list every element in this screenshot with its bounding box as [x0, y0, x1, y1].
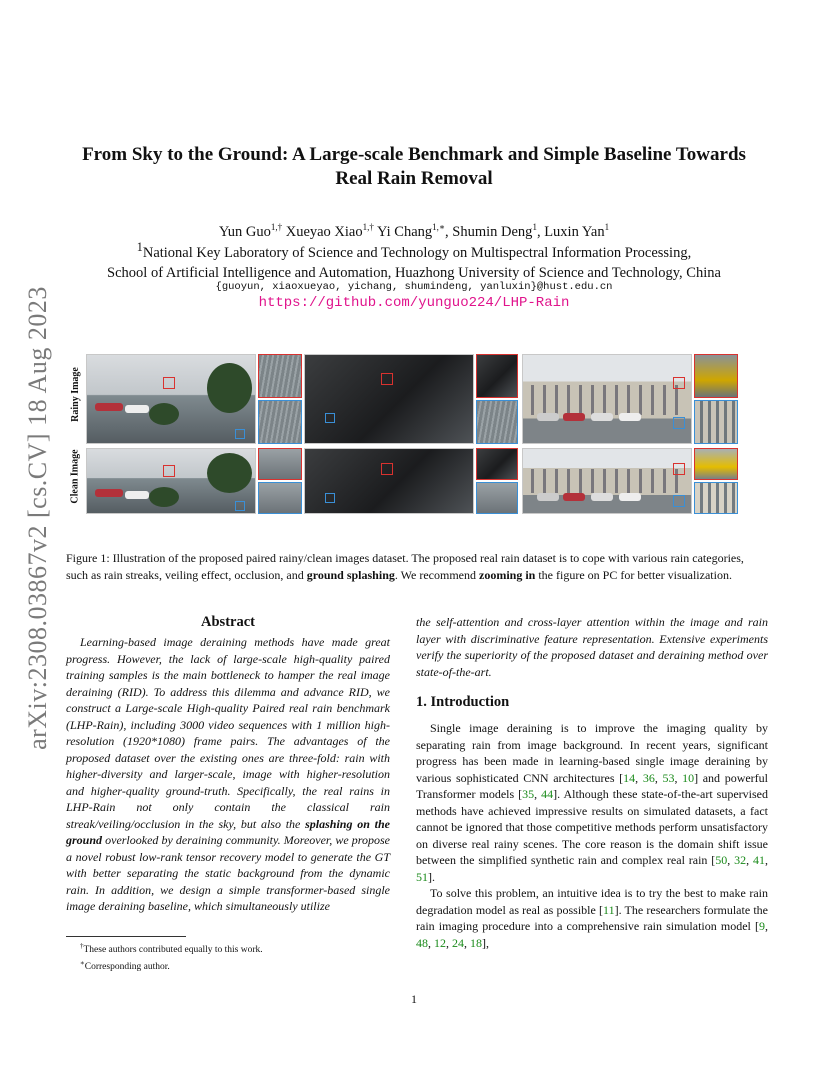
citation-link[interactable]: 48: [416, 935, 428, 950]
author-mark: 1,†: [270, 222, 283, 232]
citation-link[interactable]: 35: [522, 787, 535, 801]
citation-link[interactable]: 41: [753, 853, 766, 867]
rainy-scene-2: [304, 354, 474, 444]
author-emails: {guoyun, xiaoxueyao, yichang, shumindeng, yanluxin}@hust.edu.cn: [215, 281, 613, 293]
rainy-zoom-blue-2: [476, 400, 518, 444]
citation-link[interactable]: 50: [715, 853, 728, 867]
row-label-clean: Clean Image: [69, 448, 81, 504]
clean-zoom-blue-1: [258, 482, 302, 514]
title-line-2: Real Rain Removal: [335, 168, 493, 189]
footnotes: [80, 940, 380, 973]
left-column: [66, 614, 390, 915]
author-name: Shumin Deng: [452, 223, 533, 240]
author-name: Yun Guo: [218, 223, 271, 240]
rainy-zoom-red-3: [694, 354, 738, 398]
citation-link[interactable]: 10: [682, 770, 695, 785]
affiliation-line-2: School of Artificial Intelligence and Automation, Huazhong University of Science and Technology, China: [107, 264, 721, 281]
clean-zoom-red-2: [476, 448, 518, 480]
introduction-heading: 1. Introduction: [416, 694, 510, 710]
repo-link[interactable]: https://github.com/yunguo224/LHP-Rain: [258, 295, 570, 311]
affiliation-line-1: National Key Laboratory of Science and Technology on Multispectral Information Processing,: [142, 244, 692, 261]
author-mark: 1: [532, 222, 537, 232]
title-line-1: From Sky to the Ground: A Large-scale Benchmark and Simple Baseline Towards: [82, 144, 746, 165]
right-column: [416, 614, 768, 951]
rainy-zoom-blue-3: [694, 400, 738, 444]
author-name: Xueyao Xiao: [285, 223, 363, 240]
citation-link[interactable]: 44: [541, 787, 554, 801]
author-name: Luxin Yan: [544, 223, 605, 240]
author-mark: 1: [604, 222, 610, 232]
citation-link[interactable]: 18: [470, 935, 482, 950]
abstract-text: Learning-based image deraining methods have made great progress. However, the lack of large-scale high-quality paired training samples is the main bottleneck to hamper the real image deraining (RID). To address this dilemma and advance RID, we construct a Large-scale High-quality Paired real rain benchmark (LHP-Rain), including 3000 video sequences with 1 million high-resolution (1920*1080) frame pairs. The advantages of the proposed dataset over the existing ones are three-fold: rain with higher-diversity and larger-scale, image with higher-resolution and higher-quality ground-truth. Specifically, the real rains in LHP-Rain not only contain the classical rain streak/veiling/occlusion in the sky, but also the splashing on the ground overlooked by deraining community. Moreover, we propose a novel robust low-rank tensor recovery model to generate the GT with better separating the static background from the dynamic rain. In addition, we design a simple transformer-based single image deraining baseline, which simultaneously utilize: [66, 635, 390, 913]
row-label-rainy: Rainy Image: [69, 366, 81, 422]
arxiv-stamp-text: arXiv:2308.03867v2 [cs.CV] 18 Aug 2023: [23, 286, 53, 750]
page-number: 1: [411, 992, 417, 1006]
rainy-scene-3: [522, 354, 692, 444]
author-mark: 1,†: [362, 222, 374, 232]
abstract-continuation: the self-attention and cross-layer attention within the image and rain layer with discriminative feature representation. Extensive experiments verify the superiority of the proposed dataset and deraining method over state-of-the-art.: [416, 615, 768, 679]
paper-title: [60, 143, 768, 191]
intro-paragraph-2: To solve this problem, an intuitive idea is to try the best to make rain degradation model as real as possible [11]. The researchers formulate the rain imaging procedure into a comprehensive rain simulation model [9, 48, 12, 24, 18],: [416, 886, 768, 950]
citation-link[interactable]: 12: [434, 935, 446, 950]
affiliation-mark: 1: [136, 240, 143, 254]
author-mark: 1,∗: [432, 222, 446, 232]
clean-zoom-red-1: [258, 448, 302, 480]
clean-scene-3: [522, 448, 692, 514]
rainy-scene-1: [86, 354, 256, 444]
citation-link[interactable]: 11: [603, 902, 615, 917]
intro-paragraph-1: Single image deraining is to improve the imaging quality by separating rain from image background. In recent years, significant progress has been made in learning-based single image deraining by various sophisticated CNN architectures [14, 36, 53, 10] and powerful Transformer models [35, 44]. Although these state-of-the-art supervised methods have achieved impressive results on simulated datasets, a fact cannot be ignored that those competitive methods perform unsatisfactory on diverse real rainy scenes. The core reason is the domain shift issue between the simplified synthetic rain and complex real rain [50, 32, 41, 51].: [416, 721, 769, 884]
affiliation: [60, 237, 768, 283]
citation-link[interactable]: 9: [759, 919, 765, 933]
footnote-rule: [66, 936, 186, 937]
footnote: ∗Corresponding author.: [80, 958, 170, 972]
rainy-zoom-red-2: [476, 354, 518, 398]
author-name: Yi Chang: [376, 223, 433, 240]
citation-link[interactable]: 24: [452, 935, 464, 950]
arxiv-stamp: [20, 278, 56, 758]
rainy-zoom-red-1: [258, 354, 302, 398]
author-list: Yun Guo$^{1,\dagger}$ Xueyao Xiao$^{1,\dagger}$ Yi Chang$^{1,∗}$, Shumin Deng$^1$, Luxin Yan$^1$: [218, 222, 610, 240]
citation-link[interactable]: 53: [662, 770, 675, 785]
citation-link[interactable]: 51: [416, 869, 428, 884]
citation-link[interactable]: 36: [642, 770, 655, 785]
citation-link[interactable]: 14: [623, 770, 636, 785]
rainy-zoom-blue-1: [258, 400, 302, 444]
clean-scene-2: [304, 448, 474, 514]
figure-1: [66, 354, 742, 514]
clean-zoom-blue-2: [476, 482, 518, 514]
clean-zoom-blue-3: [694, 482, 738, 514]
footnote: †These authors contributed equally to this work.: [80, 942, 263, 956]
clean-scene-1: [86, 448, 256, 514]
citation-link[interactable]: 32: [734, 853, 747, 867]
figure-caption: Figure 1: Illustration of the proposed paired rainy/clean images dataset. The proposed real rain dataset is to cope with various rain categories, such as rain streaks, veiling effect, occlusion, and ground splashing. We recommend zooming in the figure on PC for better visualization.: [66, 551, 744, 582]
abstract-heading: Abstract: [201, 614, 255, 630]
clean-zoom-red-3: [694, 448, 738, 480]
